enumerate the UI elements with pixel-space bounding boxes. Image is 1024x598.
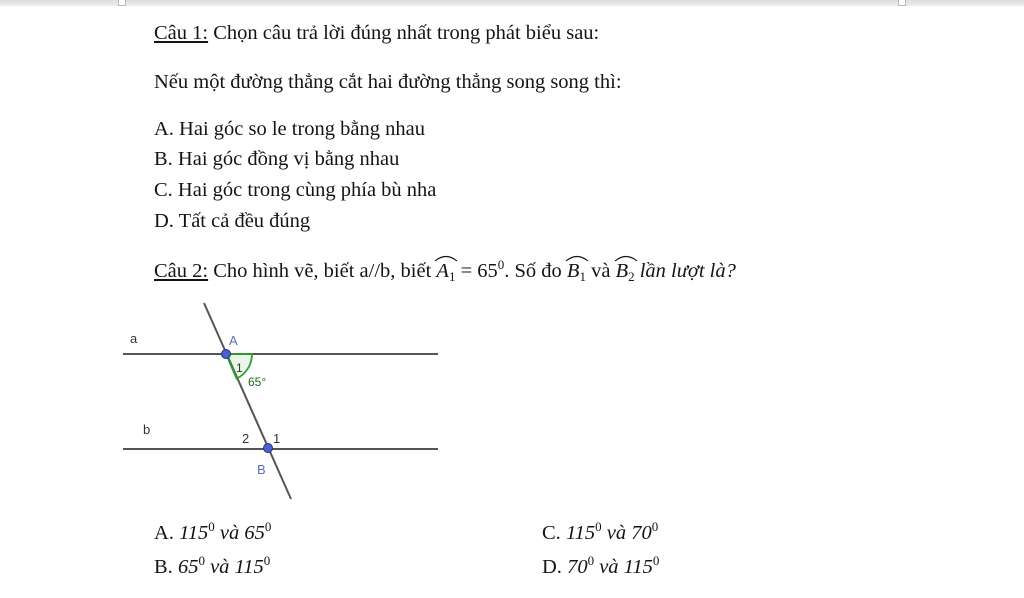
transversal-line — [204, 303, 291, 499]
label-angle-value: 65° — [248, 375, 267, 389]
q2-text-mid: . Số đo — [504, 260, 562, 282]
label-point-b: B — [257, 462, 266, 477]
parallel-lines-figure — [118, 298, 448, 508]
q1-prompt: Chọn câu trả lời đúng nhất trong phát biểu sau: — [213, 22, 600, 44]
hat-icon — [434, 254, 458, 262]
hat-icon — [614, 254, 638, 262]
angle-b1-symbol: $B_1$ — [567, 261, 586, 282]
hat-icon — [565, 254, 589, 262]
q2-text-end: lần lượt là? — [639, 260, 736, 282]
q2-answer-a: A. $115^0$ và $65^0$ — [154, 519, 272, 544]
q1-option-b: B. Hai góc đồng vị bằng nhau — [154, 148, 400, 170]
label-line-a: a — [130, 331, 138, 346]
angle-b2-symbol: $B_2$ — [616, 261, 635, 282]
q1-heading — [154, 23, 599, 44]
q1-option-c: C. Hai góc trong cùng phía bù nha — [154, 179, 437, 201]
q1-label: Câu 1: — [154, 22, 209, 44]
angle-a1-symbol: $A_1$ — [436, 261, 455, 282]
q2-answer-d: D. $70^0$ và $115^0$ — [542, 553, 660, 578]
label-angle-a1: 1 — [236, 361, 243, 375]
q1-option-d: D. Tất cả đều đúng — [154, 210, 311, 232]
label-point-a: A — [229, 333, 238, 348]
q2-heading — [154, 257, 736, 284]
q2-degree: 0 — [497, 257, 505, 272]
point-a — [222, 350, 231, 359]
label-angle-b1: 1 — [273, 431, 281, 446]
q2-text-before: Cho hình vẽ, biết a//b, biết — [213, 260, 432, 282]
label-line-b: b — [143, 422, 151, 437]
point-b — [264, 444, 273, 453]
label-angle-b2: 2 — [242, 431, 250, 446]
q2-answer-b: B. $65^0$ và $115^0$ — [154, 553, 271, 578]
q1-option-a: A. Hai góc so le trong bằng nhau — [154, 118, 425, 140]
q2-answer-c: C. $115^0$ và $70^0$ — [542, 519, 659, 544]
q2-and: và — [591, 260, 611, 282]
q2-label: Câu 2: — [154, 260, 209, 282]
q1-statement: Nếu một đường thẳng cắt hai đường thẳng song song thì: — [154, 71, 622, 93]
q2-equals: = 65 — [460, 260, 498, 282]
